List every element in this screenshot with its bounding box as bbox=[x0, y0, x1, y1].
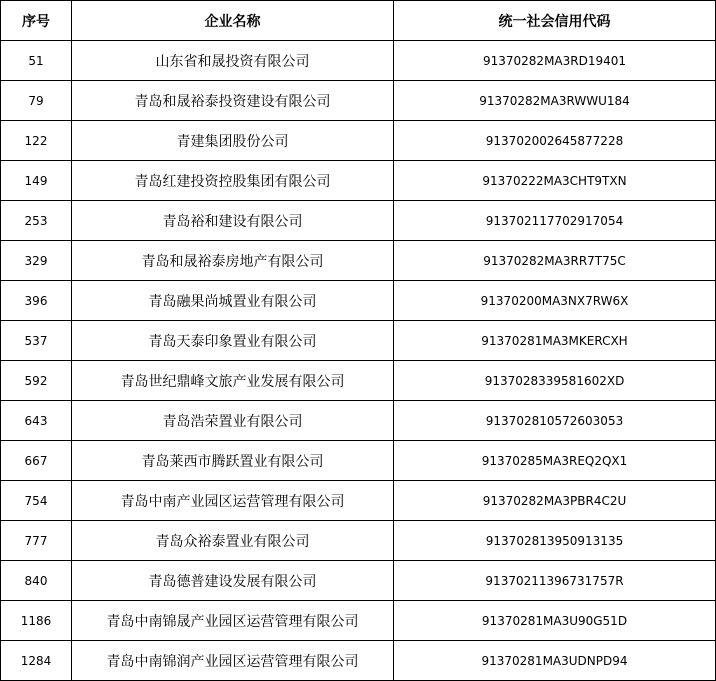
header-company-name: 企业名称 bbox=[72, 1, 394, 41]
table-row bbox=[1, 641, 716, 681]
company-name-cell: 青建集团股份公司 bbox=[72, 121, 394, 161]
company-name-cell: 青岛中南锦润产业园区运营管理有限公司 bbox=[72, 641, 394, 681]
table-row bbox=[1, 201, 716, 241]
table-row bbox=[1, 41, 716, 81]
credit-code-cell: 913702002645877228 bbox=[394, 121, 716, 161]
credit-code-cell: 91370281MA3UDNPD94 bbox=[394, 641, 716, 681]
company-name-cell: 青岛浩荣置业有限公司 bbox=[72, 401, 394, 441]
credit-code-cell: 913702117702917054 bbox=[394, 201, 716, 241]
credit-code-cell: 9137028339581602XD bbox=[394, 361, 716, 401]
company-name-cell: 青岛莱西市腾跃置业有限公司 bbox=[72, 441, 394, 481]
header-serial-number: 序号 bbox=[1, 1, 72, 41]
table-row bbox=[1, 81, 716, 121]
serial-number-cell: 122 bbox=[1, 121, 72, 161]
table-row bbox=[1, 121, 716, 161]
serial-number-cell: 1284 bbox=[1, 641, 72, 681]
table-header-row bbox=[1, 1, 716, 41]
table-row bbox=[1, 361, 716, 401]
table-row bbox=[1, 601, 716, 641]
serial-number-cell: 754 bbox=[1, 481, 72, 521]
credit-code-cell: 91370282MA3RR7T75C bbox=[394, 241, 716, 281]
credit-code-cell: 913702810572603053 bbox=[394, 401, 716, 441]
table-row bbox=[1, 521, 716, 561]
table-row bbox=[1, 561, 716, 601]
serial-number-cell: 329 bbox=[1, 241, 72, 281]
credit-code-cell: 91370282MA3PBR4C2U bbox=[394, 481, 716, 521]
company-name-cell: 青岛红建投资控股集团有限公司 bbox=[72, 161, 394, 201]
table-row bbox=[1, 441, 716, 481]
credit-code-cell: 91370200MA3NX7RW6X bbox=[394, 281, 716, 321]
company-name-cell: 青岛中南产业园区运营管理有限公司 bbox=[72, 481, 394, 521]
table-row bbox=[1, 281, 716, 321]
credit-code-cell: 91370211396731757R bbox=[394, 561, 716, 601]
serial-number-cell: 253 bbox=[1, 201, 72, 241]
credit-code-cell: 91370281MA3MKERCXH bbox=[394, 321, 716, 361]
serial-number-cell: 537 bbox=[1, 321, 72, 361]
credit-code-cell: 91370285MA3REQ2QX1 bbox=[394, 441, 716, 481]
company-name-cell: 青岛众裕泰置业有限公司 bbox=[72, 521, 394, 561]
serial-number-cell: 1186 bbox=[1, 601, 72, 641]
table-row bbox=[1, 241, 716, 281]
credit-code-cell: 91370282MA3RD19401 bbox=[394, 41, 716, 81]
company-name-cell: 青岛德普建设发展有限公司 bbox=[72, 561, 394, 601]
company-name-cell: 青岛裕和建设有限公司 bbox=[72, 201, 394, 241]
table-row bbox=[1, 481, 716, 521]
company-name-cell: 青岛和晟裕泰房地产有限公司 bbox=[72, 241, 394, 281]
serial-number-cell: 51 bbox=[1, 41, 72, 81]
company-name-cell: 青岛中南锦晟产业园区运营管理有限公司 bbox=[72, 601, 394, 641]
credit-code-cell: 91370222MA3CHT9TXN bbox=[394, 161, 716, 201]
table-row bbox=[1, 401, 716, 441]
credit-code-cell: 91370281MA3U90G51D bbox=[394, 601, 716, 641]
serial-number-cell: 777 bbox=[1, 521, 72, 561]
credit-code-cell: 91370282MA3RWWU184 bbox=[394, 81, 716, 121]
company-name-cell: 山东省和晟投资有限公司 bbox=[72, 41, 394, 81]
credit-code-cell: 913702813950913135 bbox=[394, 521, 716, 561]
company-name-cell: 青岛天泰印象置业有限公司 bbox=[72, 321, 394, 361]
serial-number-cell: 79 bbox=[1, 81, 72, 121]
serial-number-cell: 643 bbox=[1, 401, 72, 441]
serial-number-cell: 592 bbox=[1, 361, 72, 401]
company-name-cell: 青岛世纪鼎峰文旅产业发展有限公司 bbox=[72, 361, 394, 401]
company-name-cell: 青岛和晟裕泰投资建设有限公司 bbox=[72, 81, 394, 121]
table-row bbox=[1, 161, 716, 201]
serial-number-cell: 667 bbox=[1, 441, 72, 481]
serial-number-cell: 396 bbox=[1, 281, 72, 321]
table-row bbox=[1, 321, 716, 361]
serial-number-cell: 840 bbox=[1, 561, 72, 601]
header-credit-code: 统一社会信用代码 bbox=[394, 1, 716, 41]
serial-number-cell: 149 bbox=[1, 161, 72, 201]
company-name-cell: 青岛融果尚城置业有限公司 bbox=[72, 281, 394, 321]
